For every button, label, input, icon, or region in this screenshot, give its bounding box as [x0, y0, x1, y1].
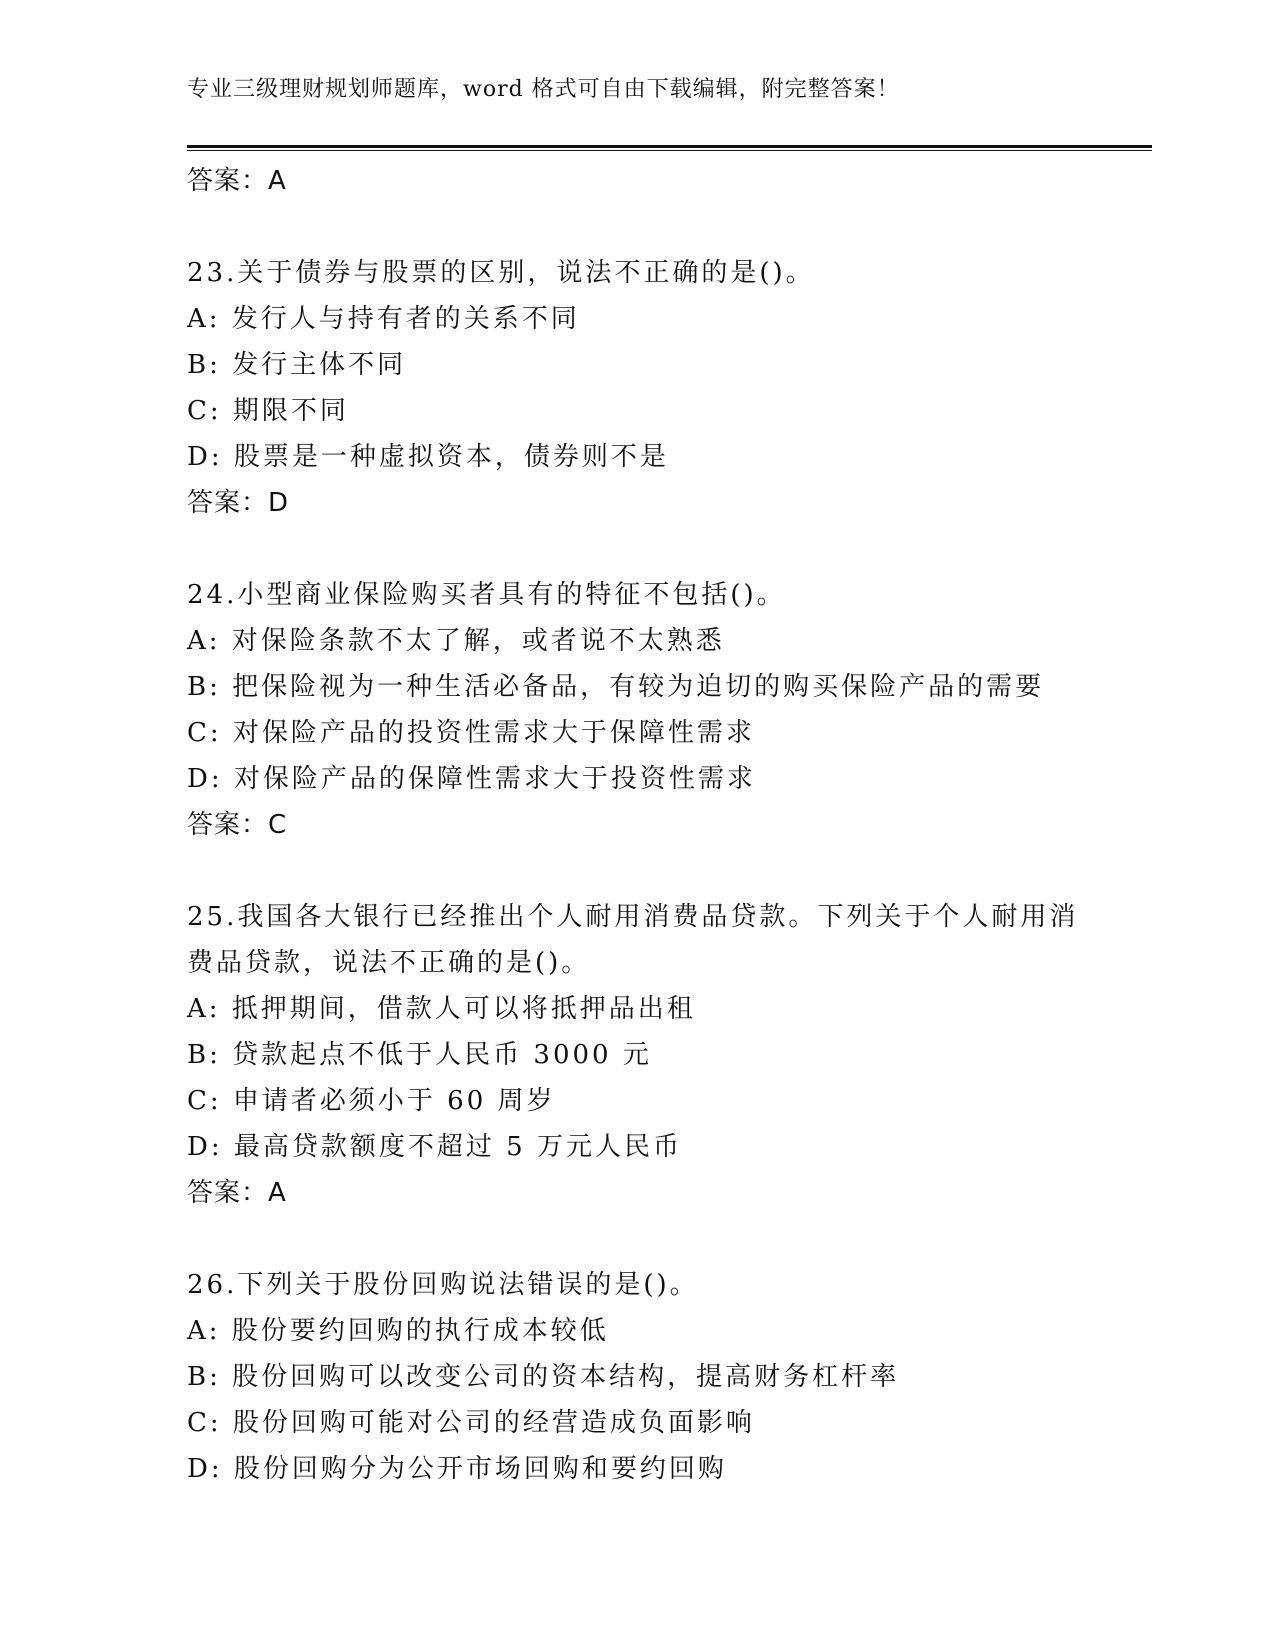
- spacer: [187, 526, 1107, 572]
- option-c: C: 申请者必须小于 60 周岁: [187, 1086, 556, 1116]
- option-c: C: 股份回购可能对公司的经营造成负面影响: [187, 1408, 755, 1438]
- page-header: 专业三级理财规划师题库，word 格式可自由下载编辑，附完整答案！: [187, 77, 900, 102]
- option-b: B: 发行主体不同: [187, 350, 407, 380]
- option-c: C: 对保险产品的投资性需求大于保障性需求: [187, 718, 755, 748]
- header-rule-thick: [187, 145, 1152, 148]
- option-c: C: 期限不同: [187, 396, 349, 426]
- spacer: [187, 1216, 1107, 1262]
- option-d: D: 最高贷款额度不超过 5 万元人民币: [187, 1132, 682, 1162]
- header-rule-thin: [187, 150, 1152, 151]
- option-b: B: 股份回购可以改变公司的资本结构，提高财务杠杆率: [187, 1362, 900, 1392]
- spacer: [187, 204, 1107, 250]
- answer-line: 答案：A: [187, 166, 287, 196]
- spacer: [187, 848, 1107, 894]
- option-a: A: 对保险条款不太了解，或者说不太熟悉: [187, 626, 725, 656]
- option-a: A: 抵押期间，借款人可以将抵押品出租: [187, 994, 696, 1024]
- question-text: 23.关于债券与股票的区别，说法不正确的是()。: [187, 258, 815, 288]
- question-list: [187, 158, 1107, 1492]
- option-b: B: 把保险视为一种生活必备品，有较为迫切的购买保险产品的需要: [187, 672, 1045, 702]
- question-text: 24.小型商业保险购买者具有的特征不包括()。: [187, 580, 786, 610]
- answer-line: 答案：C: [187, 810, 288, 840]
- question-text: 26.下列关于股份回购说法错误的是()。: [187, 1270, 699, 1300]
- option-a: A: 发行人与持有者的关系不同: [187, 304, 580, 334]
- option-d: D: 股票是一种虚拟资本，债券则不是: [187, 442, 669, 472]
- option-b: B: 贷款起点不低于人民币 3000 元: [187, 1040, 652, 1070]
- question-text: 25.我国各大银行已经推出个人耐用消费品贷款。下列关于个人耐用消费品贷款，说法不正确的是()。: [187, 902, 1079, 978]
- answer-line: 答案：D: [187, 488, 290, 518]
- option-a: A: 股份要约回购的执行成本较低: [187, 1316, 609, 1346]
- option-d: D: 股份回购分为公开市场回购和要约回购: [187, 1454, 727, 1484]
- answer-line: 答案：A: [187, 1178, 287, 1208]
- option-d: D: 对保险产品的保障性需求大于投资性需求: [187, 764, 756, 794]
